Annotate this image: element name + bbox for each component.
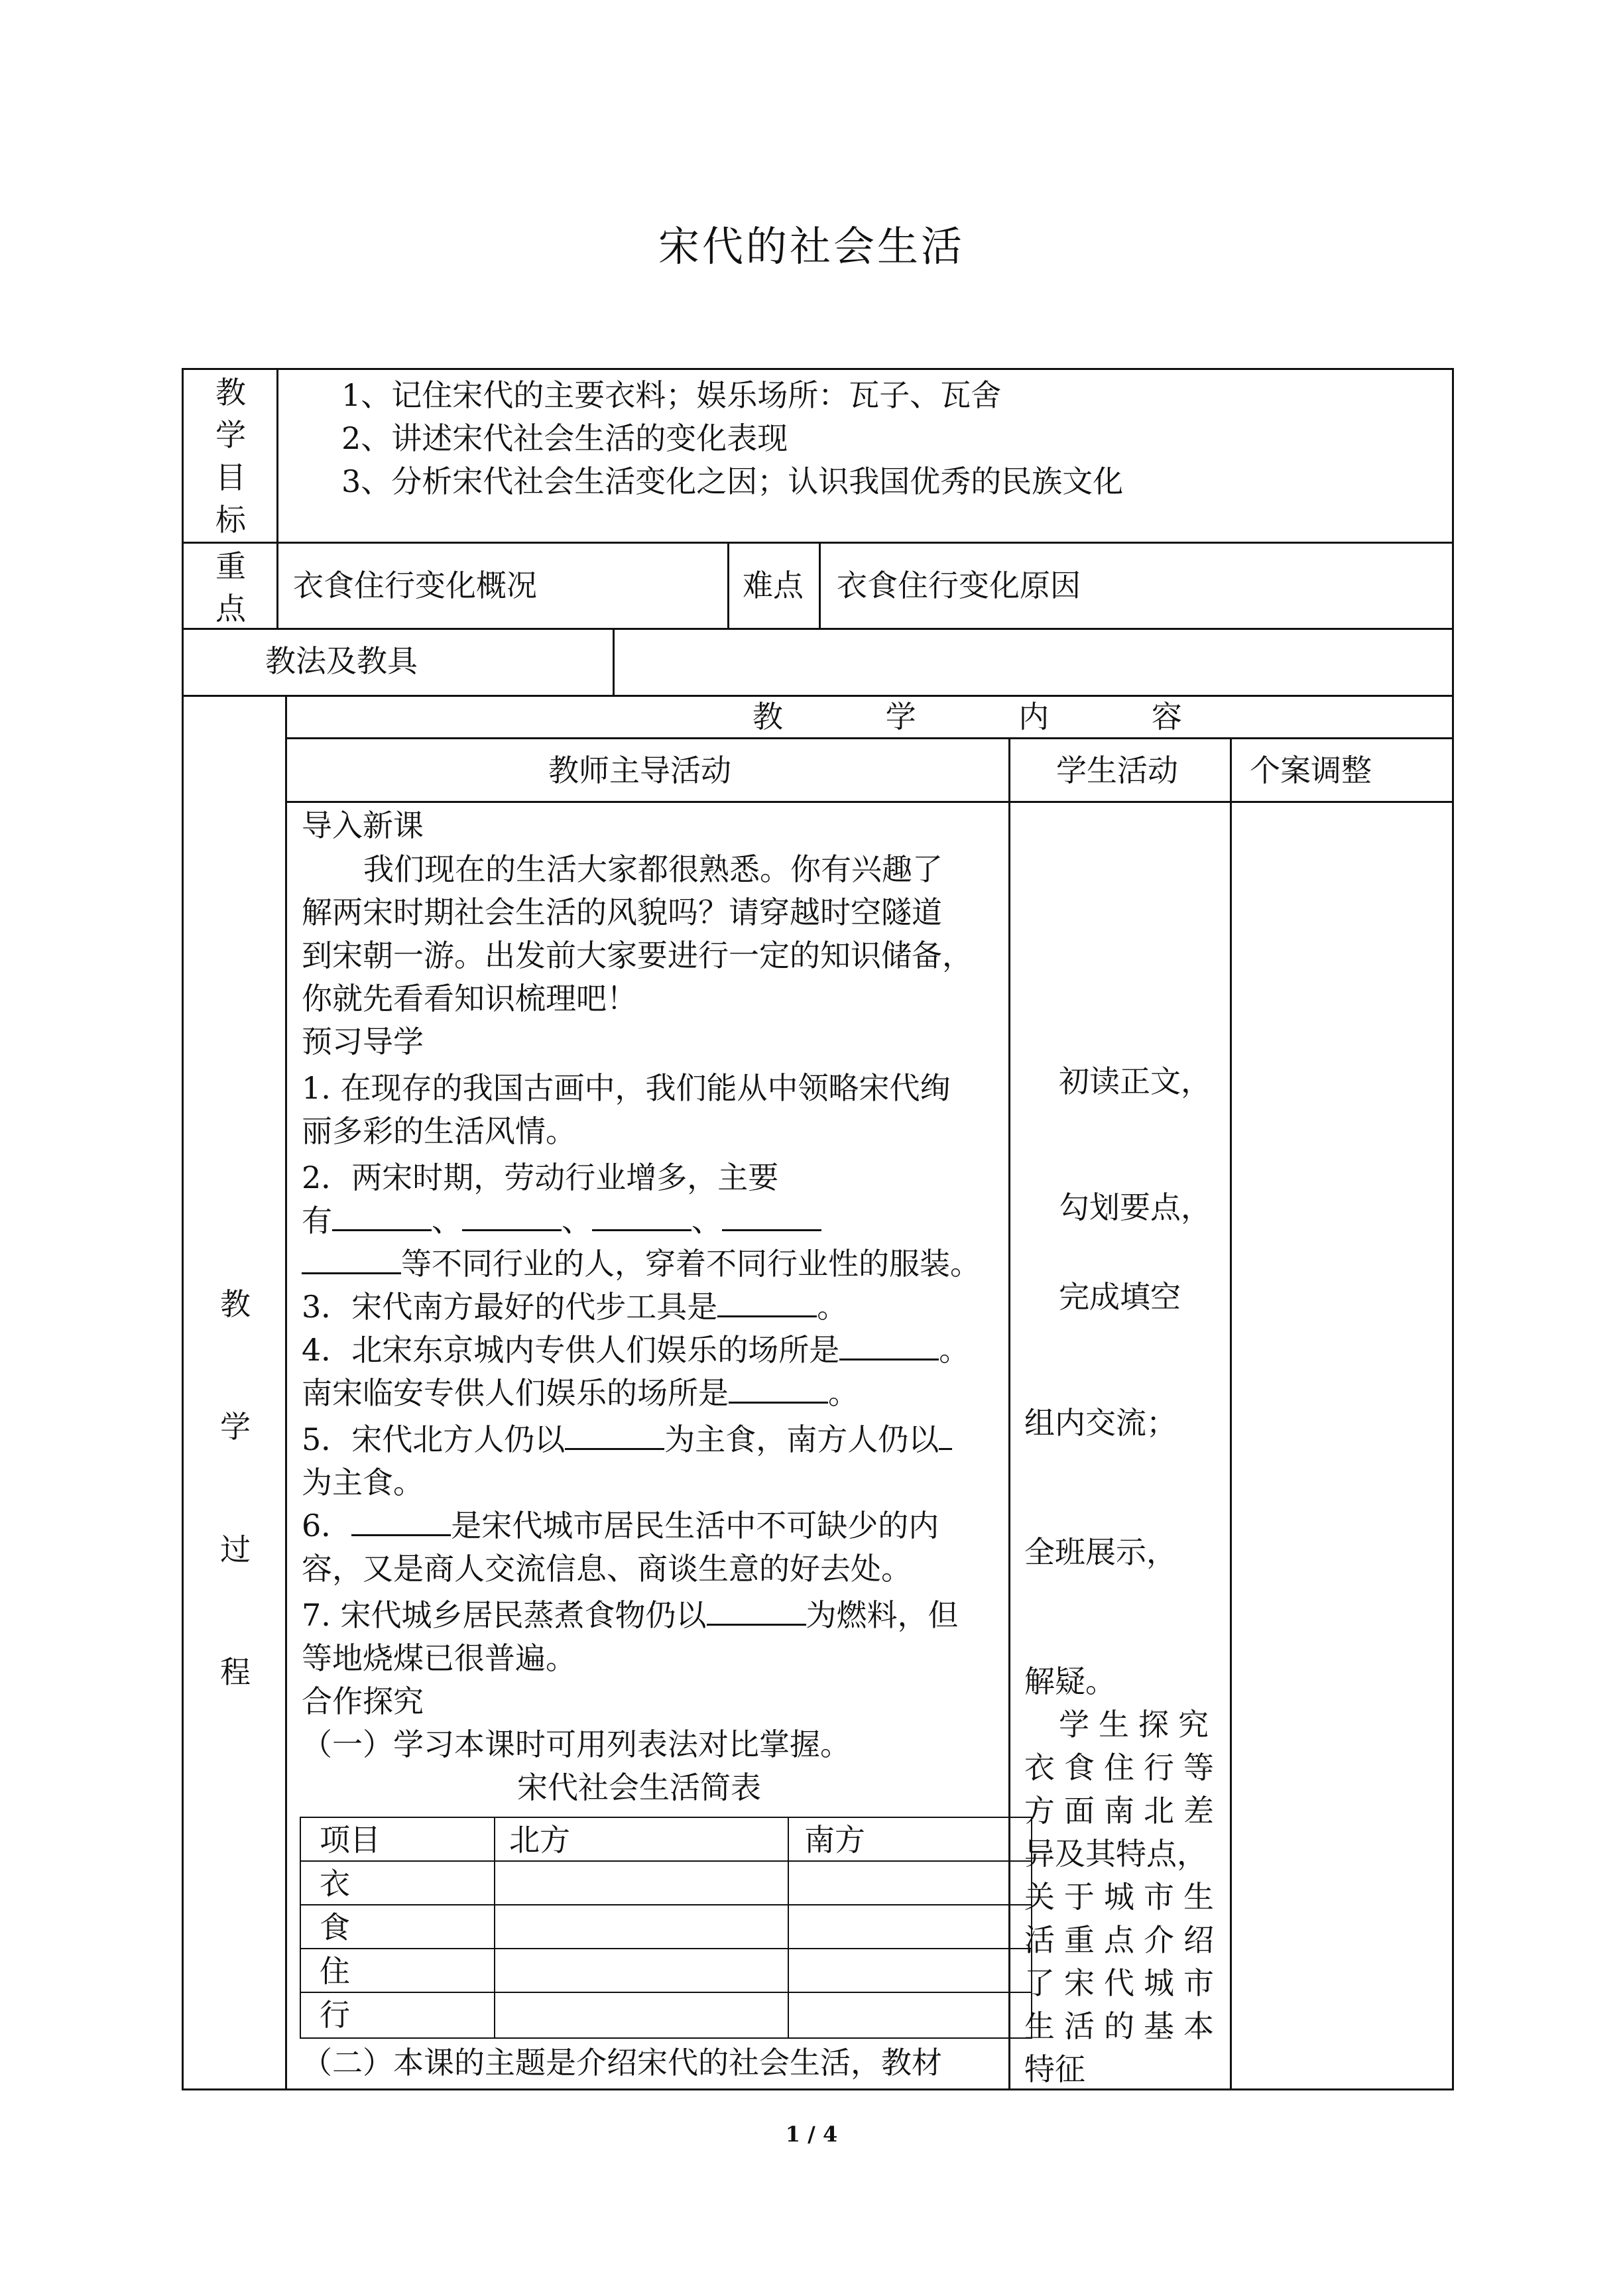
intro-line: 解两宋时期社会生活的风貌吗？请穿越时空隧道 (302, 894, 942, 930)
col-header-adjust: 个案调整 (1250, 753, 1372, 788)
student-activity-3: 完成填空 (1059, 1279, 1181, 1315)
student-activity-6: 解疑。 (1024, 1663, 1116, 1699)
student-activity-4: 组内交流； (1024, 1405, 1177, 1441)
student-activity-2: 勾划要点， (1059, 1189, 1211, 1225)
methods-label: 教法及教具 (265, 643, 418, 679)
student-activity-1: 初读正文， (1059, 1063, 1211, 1099)
question-4-cont: 南宋临安专供人们娱乐的场所是 。 (302, 1372, 859, 1414)
blank (729, 1372, 828, 1404)
intro-heading: 导入新课 (302, 808, 424, 843)
question-5: 5．宋代北方人仍以 为主食，南方人仍以 (302, 1419, 952, 1460)
question-7-cont: 等地烧煤已很普遍。 (302, 1640, 576, 1676)
question-2: 2．两宋时期，劳动行业增多，主要 (302, 1160, 779, 1195)
coop-heading: 合作探究 (302, 1683, 424, 1719)
blank (565, 1419, 664, 1450)
blank (302, 1243, 401, 1274)
col-header-student: 学生活动 (1056, 753, 1178, 788)
student-activity-7: 方面南北差 (1024, 1793, 1223, 1829)
intro-line: 你就先看看知识梳理吧！ (302, 981, 637, 1016)
content-header: 教 学 内 容 (752, 699, 1229, 735)
student-activity-7: 特征 (1024, 2051, 1085, 2087)
difficulty-value: 衣食住行变化原因 (837, 568, 1081, 603)
student-activity-7: 异及其特点， (1024, 1836, 1207, 1872)
table-header-south: 南方 (804, 1822, 865, 1858)
coop-item-2: （二）本课的主题是介绍宋代的社会生活，教材 (302, 2045, 942, 2081)
blank (839, 1329, 939, 1360)
difficulty-label: 难点 (743, 568, 804, 603)
question-3: 3．宋代南方最好的代步工具是 。 (302, 1286, 847, 1327)
objectives-label: 教 学 目 标 (215, 375, 246, 538)
blank (462, 1200, 562, 1231)
key-points-value: 衣食住行变化概况 (293, 568, 537, 603)
student-activity-7: 衣食住行等 (1024, 1750, 1223, 1785)
intro-line: 到宋朝一游。出发前大家要进行一定的知识储备， (302, 937, 973, 973)
coop-item-1: （一）学习本课时可用列表法对比掌握。 (302, 1726, 851, 1762)
key-points-label: 重 点 (215, 548, 246, 627)
table-row: 行 (320, 1997, 350, 2033)
page-title: 宋代的社会生活 (658, 222, 965, 271)
blank (722, 1200, 821, 1231)
question-7: 7. 宋代城乡居民蒸煮食物仍以 为燃料，但 (302, 1595, 959, 1636)
blank (332, 1200, 432, 1231)
table-row: 住 (320, 1953, 350, 1989)
question-1-cont: 丽多彩的生活风情。 (302, 1113, 576, 1149)
blank (351, 1505, 451, 1536)
blank (717, 1286, 817, 1317)
blank (707, 1595, 806, 1626)
table-header-item: 项目 (320, 1822, 381, 1858)
table-row: 食 (320, 1909, 350, 1945)
question-1: 1. 在现存的我国古画中，我们能从中领略宋代绚 (302, 1070, 951, 1106)
page-number: 1 / 4 (785, 2122, 838, 2147)
process-label: 教 学 过 程 (220, 1286, 251, 1690)
question-2-blanks: 有 、 、 、 (302, 1200, 821, 1241)
col-header-teacher: 教师主导活动 (548, 753, 731, 788)
question-5-cont: 为主食。 (302, 1465, 424, 1500)
preview-heading: 预习导学 (302, 1024, 424, 1059)
objective-item-3: 3、分析宋代社会生活变化之因；认识我国优秀的民族文化 (341, 463, 1124, 499)
blank (592, 1200, 691, 1231)
intro-line: 我们现在的生活大家都很熟悉。你有兴趣了 (363, 851, 943, 887)
student-activity-5: 全班展示， (1024, 1534, 1177, 1570)
objective-item-2: 2、讲述宋代社会生活的变化表现 (341, 420, 788, 456)
question-4: 4．北宋东京城内专供人们娱乐的场所是 。 (302, 1329, 969, 1370)
student-activity-7: 关于城市生 (1024, 1879, 1223, 1915)
table-header-north: 北方 (509, 1822, 570, 1858)
question-6: 6． 是宋代城市居民生活中不可缺少的内 (302, 1505, 939, 1546)
student-activity-7: 活重点介绍 (1024, 1922, 1223, 1958)
blank (939, 1419, 952, 1450)
objective-item-1: 1、记住宋代的主要衣料；娱乐场所：瓦子、瓦舍 (341, 377, 1002, 413)
student-activity-7: 生活的基本 (1024, 2008, 1223, 2044)
question-6-cont: 容，又是商人交流信息、商谈生意的好去处。 (302, 1551, 912, 1587)
question-2-cont: 等不同行业的人，穿着不同行业性的服装。 (302, 1243, 981, 1284)
student-activity-7: 学生探究 (1059, 1707, 1218, 1742)
summary-table-title: 宋代社会生活简表 (517, 1770, 761, 1805)
table-row: 衣 (320, 1866, 350, 1902)
student-activity-7: 了宋代城市 (1024, 1965, 1223, 2001)
